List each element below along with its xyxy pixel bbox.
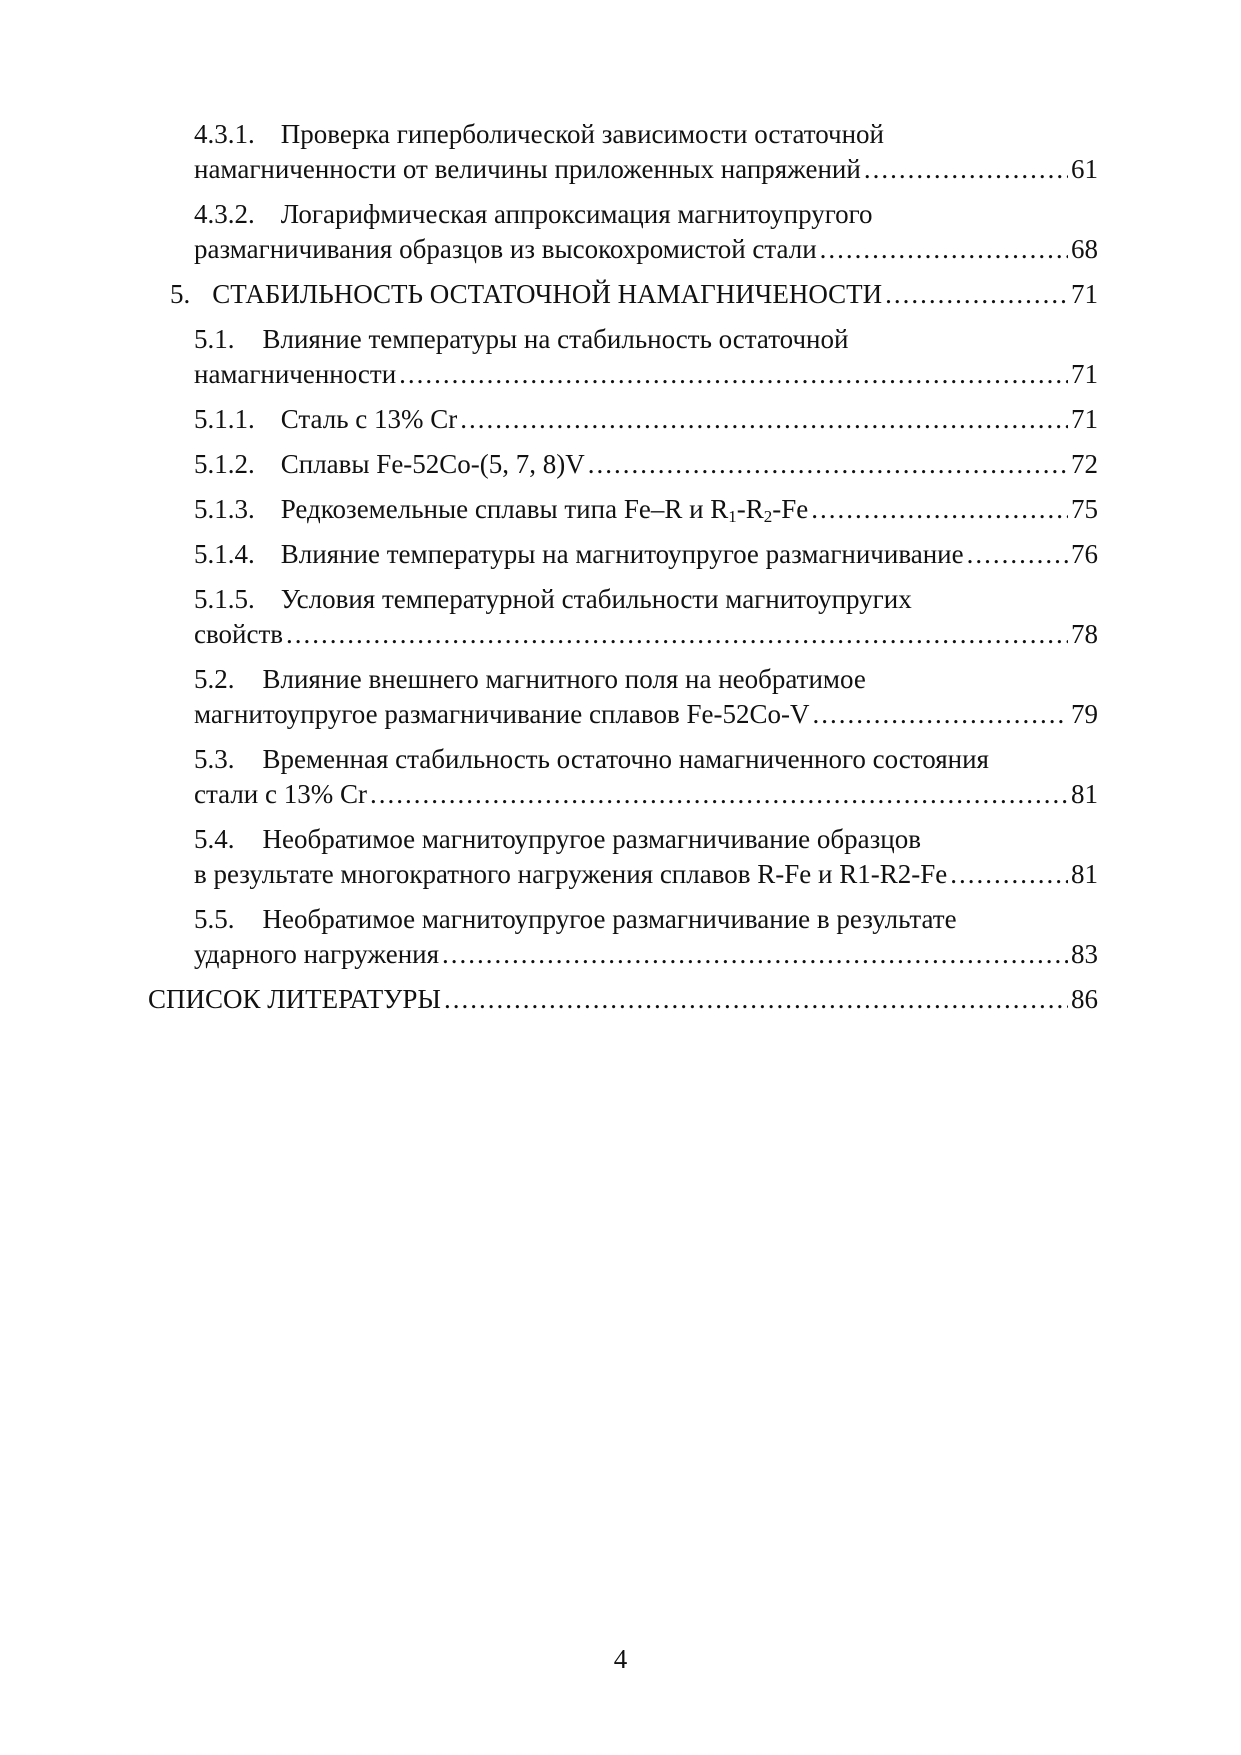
- dot-leader: [442, 937, 1068, 972]
- toc-entry-page: 71: [1071, 359, 1098, 389]
- toc-entry-5[interactable]: [148, 277, 1098, 312]
- toc-entry-title: Сплавы Fe-52Co-(5, 7, 8)V: [280, 449, 585, 479]
- toc-entry-page: 71: [1071, 279, 1098, 309]
- toc-entry-title: Влияние температуры на магнитоупругое размагничивание: [280, 539, 964, 569]
- toc-entry-number: 5.1.4.: [194, 539, 255, 569]
- toc-entry-4-3-2[interactable]: [148, 197, 1098, 267]
- toc-entry-title: Логарифмическая аппроксимация магнитоупругого: [280, 199, 873, 229]
- toc-entry-page: 75: [1071, 494, 1098, 524]
- dot-leader: [444, 982, 1068, 1017]
- toc-entry-title-continued: намагниченности: [194, 359, 397, 389]
- toc-entry-5-1-4[interactable]: [148, 537, 1098, 572]
- toc-entry-page: 76: [1071, 539, 1098, 569]
- dot-leader: [460, 402, 1068, 437]
- toc-entry-title: Необратимое магнитоупругое размагничивание в результате: [262, 904, 957, 934]
- toc-entry-references[interactable]: [148, 982, 1098, 1017]
- toc-entry-5-2[interactable]: [148, 662, 1098, 732]
- toc-entry-page: 86: [1071, 984, 1098, 1014]
- toc-entry-5-1-3[interactable]: [148, 492, 1098, 527]
- toc-entry-page: 83: [1071, 939, 1098, 969]
- toc-entry-number: 5.1.1.: [194, 404, 255, 434]
- toc-entry-title-part: -Fe: [772, 494, 809, 524]
- toc-entry-number: 4.3.1.: [194, 119, 255, 149]
- toc-entry-number: 4.3.2.: [194, 199, 255, 229]
- toc-entry-title: СПИСОК ЛИТЕРАТУРЫ: [148, 984, 441, 1014]
- toc-entry-page: 68: [1071, 234, 1098, 264]
- toc-entry-5-5[interactable]: [148, 902, 1098, 972]
- toc-entry-page: 81: [1071, 859, 1098, 889]
- toc-entry-page: 71: [1071, 404, 1098, 434]
- toc-entry-page: 72: [1071, 449, 1098, 479]
- toc-entry-5-1-2[interactable]: [148, 447, 1098, 482]
- toc-entry-4-3-1[interactable]: [148, 117, 1098, 187]
- toc-entry-number: 5.2.: [194, 664, 235, 694]
- toc-entry-title-continued: ударного нагружения: [194, 939, 440, 969]
- dot-leader: [967, 537, 1068, 572]
- toc-entry-title-part: -R: [736, 494, 764, 524]
- table-of-contents: [148, 117, 1098, 1027]
- dot-leader: [370, 777, 1068, 812]
- toc-entry-page: 78: [1071, 619, 1098, 649]
- toc-entry-5-4[interactable]: [148, 822, 1098, 892]
- toc-entry-title: Сталь с 13% Cr: [280, 404, 458, 434]
- dot-leader: [885, 277, 1068, 312]
- toc-entry-page: 79: [1071, 699, 1098, 729]
- toc-entry-title-continued: намагниченности от величины приложенных напряжений: [194, 154, 861, 184]
- dot-leader: [864, 152, 1068, 187]
- toc-entry-title-continued: свойств: [194, 619, 284, 649]
- toc-entry-title: Условия температурной стабильности магнитоупругих: [280, 584, 912, 614]
- toc-entry-title: Проверка гиперболической зависимости остаточной: [280, 119, 885, 149]
- toc-entry-number: 5.5.: [194, 904, 235, 934]
- toc-entry-title: [281, 494, 809, 524]
- toc-entry-title: Необратимое магнитоупругое размагничивание образцов: [262, 824, 921, 854]
- toc-entry-title-continued: в результате многократного нагружения сплавов R-Fe и R1-R2-Fe: [194, 859, 948, 889]
- toc-entry-5-1-5[interactable]: [148, 582, 1098, 652]
- dot-leader: [811, 492, 1068, 527]
- toc-entry-number: 5.3.: [194, 744, 235, 774]
- dot-leader: [399, 357, 1068, 392]
- subscript: 2: [763, 507, 773, 526]
- toc-entry-title: Влияние внешнего магнитного поля на необратимое: [262, 664, 866, 694]
- toc-entry-title-continued: стали с 13% Cr: [194, 779, 367, 809]
- toc-entry-title: Временная стабильность остаточно намагниченного состояния: [262, 744, 989, 774]
- toc-entry-5-1-1[interactable]: [148, 402, 1098, 437]
- dot-leader: [812, 697, 1068, 732]
- toc-entry-number: 5.: [170, 279, 191, 309]
- dot-leader: [820, 232, 1068, 267]
- toc-entry-page: 61: [1071, 154, 1098, 184]
- toc-entry-title: Влияние температуры на стабильность остаточной: [262, 324, 849, 354]
- subscript: 1: [728, 507, 737, 526]
- toc-entry-title-continued: размагничивания образцов из высокохромистой стали: [194, 234, 817, 264]
- toc-entry-5-1[interactable]: [148, 322, 1098, 392]
- toc-entry-number: 5.1.: [194, 324, 235, 354]
- toc-entry-number: 5.1.5.: [194, 584, 255, 614]
- toc-entry-5-3[interactable]: [148, 742, 1098, 812]
- toc-entry-number: 5.4.: [194, 824, 235, 854]
- dot-leader: [950, 857, 1068, 892]
- toc-entry-title-continued: магнитоупругое размагничивание сплавов Fe-52Co-V: [194, 699, 810, 729]
- dot-leader: [588, 447, 1068, 482]
- toc-entry-page: 81: [1071, 779, 1098, 809]
- toc-entry-number: 5.1.2.: [194, 449, 255, 479]
- dot-leader: [286, 617, 1068, 652]
- toc-entry-title-part: Редкоземельные сплавы типа Fe–R и R: [280, 494, 729, 524]
- toc-entry-title: СТАБИЛЬНОСТЬ ОСТАТОЧНОЙ НАМАГНИЧЕНОСТИ: [212, 279, 883, 309]
- toc-entry-number: 5.1.3.: [194, 494, 255, 524]
- page-number: 4: [613, 1644, 628, 1674]
